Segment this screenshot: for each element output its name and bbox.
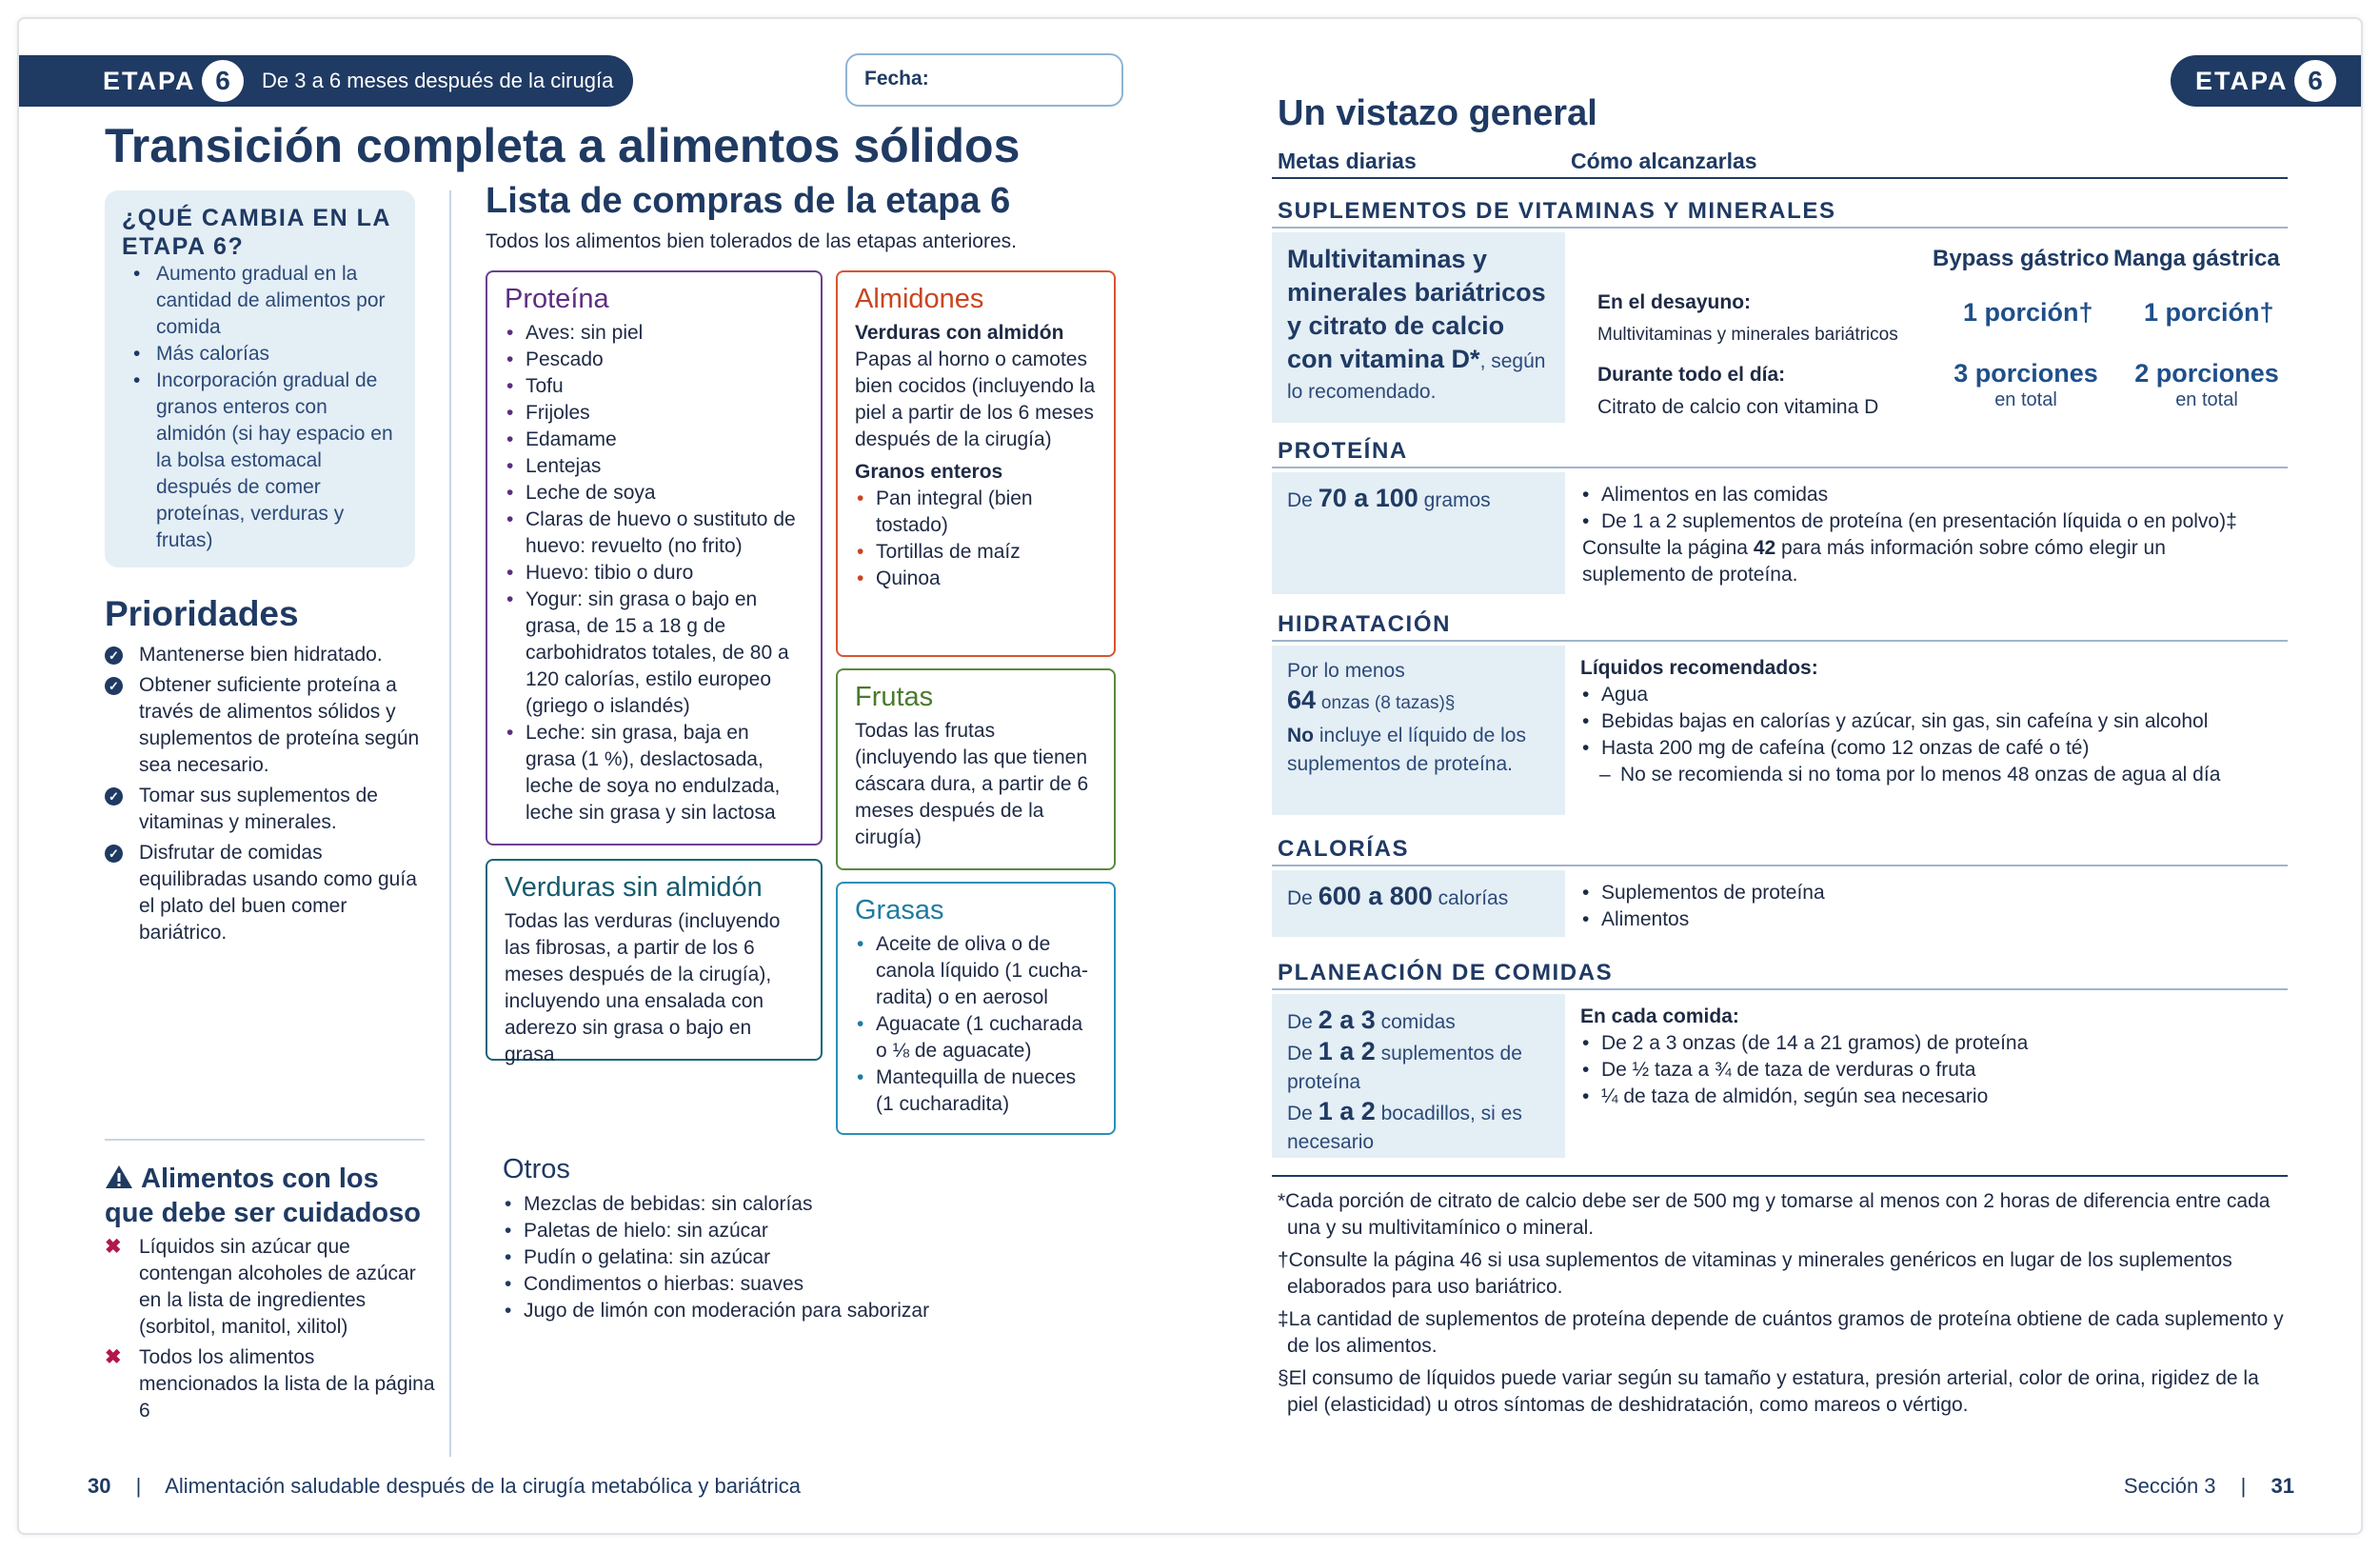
changes-list (122, 261, 398, 554)
date-label: Fecha: (864, 68, 929, 90)
list-item: • Huevo: tibio o duro (505, 560, 803, 587)
list-item: • Tofu (505, 373, 803, 400)
list-item: • Condimentos o hierbas: suaves (503, 1271, 929, 1298)
check-circle-icon: ✓ (105, 787, 123, 806)
divider (1272, 227, 2288, 229)
starchy-veg-subtitle: Verduras con almidón (855, 322, 1064, 344)
list-item: • Frijoles (505, 400, 803, 427)
list-item: • Leche de soya (505, 480, 803, 507)
divider (1272, 177, 2288, 179)
list-item: • Claras de huevo o sustituto de huevo: revuelto (no frito) (505, 507, 803, 560)
changes-box (105, 190, 415, 567)
list-item: ✓ Obtener suficiente proteína a través de alimentos sólidos y suplementos de proteína según sea necesario. (105, 672, 428, 779)
list-item: ✓ Mantenerse bien hidratado. (105, 642, 428, 668)
list-item: • Yogur: sin grasa o bajo en grasa, de 15 a 18 g de carbohidratos totales, de 80 a 120 calorías, estilo europeo (griego o islandés) (505, 587, 803, 720)
list-item: • Agua (1580, 682, 2285, 708)
list-item: • Jugo de limón con moderación para saborizar (503, 1298, 929, 1324)
footnote: *Cada porción de citrato de calcio debe ser de 500 mg y tomarse al menos con 2 horas de diferencia entre cada una y su multivitamínico o mineral. (1278, 1190, 2271, 1239)
list-item: • Incorporación gradual de granos enteros con almidón (si hay espacio en la bolsa estomacal después de comer proteínas, verduras y frutas) (122, 368, 398, 554)
list-item: • Quinoa (855, 566, 1097, 592)
list-item: • Más calorías (122, 341, 398, 368)
list-item: • Tortillas de maíz (855, 539, 1097, 566)
hydration-title: HIDRATACIÓN (1278, 611, 1452, 637)
list-item: • De ½ taza a ¾ de taza de verduras o fruta (1580, 1057, 2285, 1084)
priorities-title: Prioridades (105, 594, 299, 633)
total-label: en total (1994, 389, 2057, 410)
footnote: †Consulte la página 46 si usa suplementos de vitaminas y minerales genéricos en lugar de los suplementos elaborados para uso bariátrico. (1278, 1249, 2232, 1298)
bypass-breakfast: 1 porción† (1963, 298, 2093, 327)
supplements-how (1580, 232, 2285, 423)
meal-planning-title: PLANEACIÓN DE COMIDAS (1278, 960, 1614, 985)
list-item: • Hasta 200 mg de cafeína (como 12 onzas de café o té) (1580, 735, 2285, 762)
list-item: • Mezclas de bebidas: sin calorías (503, 1191, 929, 1218)
protein-how (1580, 482, 2285, 588)
stage-number: 6 (202, 60, 244, 102)
protein-goal: De 70 a 100 gramos (1272, 472, 1565, 594)
fruits-title: Frutas (855, 682, 934, 712)
page-number: 30 (88, 1474, 111, 1498)
list-item: • Aguacate (1 cucharada o ⅛ de aguacate) (855, 1011, 1097, 1065)
list-item: • Edamame (505, 427, 803, 453)
footer-left: 30 | Alimentación saludable después de la cirugía metabólica y bariátrica (88, 1474, 801, 1498)
list-item: • Alimentos (1580, 906, 2285, 933)
list-item: • ¼ de taza de almidón, según sea necesario (1580, 1084, 2285, 1110)
page-title: Transición completa a alimentos sólidos (105, 119, 1021, 172)
stage-band-right (2171, 55, 2361, 107)
footnote: ‡La cantidad de suplementos de proteína depende de cuántos gramos de proteína obtiene de cada suplemento y de los alimentos. (1278, 1308, 2284, 1357)
fruits-text: Todas las frutas (incluyendo las que tienen cáscara dura, a partir de 6 meses después de la cirugía) (855, 720, 1089, 848)
whole-grains-subtitle: Granos enteros (855, 461, 1003, 483)
hydration-header: Líquidos recomendados: (1580, 657, 1818, 679)
meal-planning-how (1580, 1004, 2285, 1110)
meal-planning-header: En cada comida: (1580, 1005, 1739, 1027)
column-header-goals: Metas diarias (1278, 149, 1417, 173)
divider (1272, 467, 2288, 468)
list-item: • Pan integral (bien tostado) (855, 486, 1097, 539)
priorities-section (105, 594, 428, 950)
check-circle-icon: ✓ (105, 677, 123, 695)
vegetables-title: Verduras sin almidón (505, 872, 763, 903)
caution-title: Alimentos con los que debe ser cuidadoso (105, 1164, 421, 1228)
fats-box (836, 882, 1116, 1135)
sleeve-header: Manga gástrica (2113, 246, 2280, 271)
book-spread (17, 17, 2363, 1535)
footer-title: Alimentación saludable después de la cirugía metabólica y bariátrica (165, 1474, 801, 1498)
list-item: • Suplementos de proteína (1580, 880, 2285, 906)
daily-item: Citrato de calcio con vitamina D (1597, 396, 1879, 418)
x-mark-icon: ✖ (105, 1236, 122, 1258)
protein-note: Consulte la página 42 para más información sobre cómo elegir un suplemento de proteína. (1582, 537, 2166, 586)
calories-goal: De 600 a 800 calorías (1272, 870, 1565, 937)
list-item: • Mantequilla de nueces (1 cucharadita) (855, 1065, 1097, 1118)
hydration-how (1580, 655, 2285, 788)
list-item: • Paletas de hielo: sin azúcar (503, 1218, 929, 1244)
starchy-veg-text: Papas al horno o camotes bien cocidos (incluyendo la piel a partir de los 6 meses después de la cirugía) (855, 348, 1096, 450)
vegetables-text: Todas las verduras (incluyendo las fibrosas, a partir de los 6 meses después de la cirugía), incluyendo una ensalada con aderezo sin grasa o bajo en grasa (505, 910, 781, 1065)
others-title: Otros (503, 1154, 570, 1184)
overview-title: Un vistazo general (1278, 93, 1597, 133)
check-circle-icon: ✓ (105, 845, 123, 863)
list-item: • Leche: sin grasa, baja en grasa (1 %), deslactosada, leche de soya no endulzada, leche sin grasa y sin lactosa (505, 720, 803, 826)
fats-title: Grasas (855, 895, 944, 925)
list-item: ✖ Todos los alimentos mencionados la lista de la página 6 (105, 1346, 435, 1422)
calories-how (1580, 880, 2285, 933)
breakfast-label: En el desayuno: (1597, 291, 1752, 313)
daily-label: Durante todo el día: (1597, 364, 1786, 386)
list-item: • Alimentos en las comidas (1580, 482, 2285, 508)
list-item: ✓ Tomar sus suplementos de vitaminas y minerales. (105, 783, 428, 836)
shopping-subtitle: Todos los alimentos bien tolerados de las etapas anteriores. (486, 230, 1017, 252)
calories-title: CALORÍAS (1278, 836, 1410, 862)
check-circle-icon: ✓ (105, 647, 123, 665)
sleeve-breakfast: 1 porción† (2144, 298, 2274, 327)
protein-box (486, 270, 823, 846)
meal-planning-goal: De 2 a 3 comidas De 1 a 2 suplementos de proteína De 1 a 2 bocadillos, si es necesario (1272, 994, 1565, 1158)
list-item: • Aves: sin piel (505, 320, 803, 347)
total-label: en total (2175, 389, 2238, 410)
starches-title: Almidones (855, 284, 984, 314)
page-number: 31 (2271, 1474, 2294, 1498)
starches-box (836, 270, 1116, 657)
caution-section (105, 1162, 438, 1424)
stage-label: ETAPA (2195, 67, 2289, 95)
hydration-goal: Por lo menos 64 onzas (8 tazas)§ No incluye el líquido de los suplementos de proteína. (1272, 646, 1565, 815)
list-item: • De 1 a 2 suplementos de proteína (en presentación líquida o en polvo)‡ (1580, 508, 2285, 535)
shopping-title: Lista de compras de la etapa 6 (486, 181, 1011, 221)
column-divider (449, 190, 451, 1457)
protein-title: Proteína (505, 284, 609, 314)
protein-section-title: PROTEÍNA (1278, 438, 1408, 464)
list-item: • Pudín o gelatina: sin azúcar (503, 1244, 929, 1271)
footnote: §El consumo de líquidos puede variar según su tamaño y estatura, presión arterial, color de orina, rigidez de la piel (elasticidad) u otros síntomas de deshidratación, como mareos o vértigo. (1278, 1367, 2259, 1416)
divider (1272, 1175, 2288, 1177)
divider (1272, 865, 2288, 866)
divider (1272, 988, 2288, 990)
date-field[interactable] (845, 53, 1123, 107)
list-item: • Bebidas bajas en calorías y azúcar, sin gas, sin cafeína y sin alcohol (1580, 708, 2285, 735)
list-item: • De 2 a 3 onzas (de 14 a 21 gramos) de proteína (1580, 1030, 2285, 1057)
stage-number: 6 (2294, 60, 2336, 102)
breakfast-item: Multivitaminas y minerales bariátricos (1597, 325, 1898, 345)
stage-label: ETAPA (103, 67, 196, 95)
list-item: ✓ Disfrutar de comidas equilibradas usando como guía el plato del buen comer bariátrico. (105, 840, 428, 946)
list-item: ✖ Líquidos sin azúcar que contengan alcoholes de azúcar en la lista de ingredientes (sorbitol, manitol, xilitol) (105, 1236, 416, 1338)
stage-band-left (19, 55, 633, 107)
stage-subtitle: De 3 a 6 meses después de la cirugía (262, 69, 614, 92)
footer-right: Sección 3 | 31 (2123, 1474, 2294, 1498)
list-item: • Pescado (505, 347, 803, 373)
list-item: • Lentejas (505, 453, 803, 480)
supplements-title: SUPLEMENTOS DE VITAMINAS Y MINERALES (1278, 198, 1836, 224)
column-header-how: Cómo alcanzarlas (1571, 149, 1757, 173)
fruits-box (836, 668, 1116, 870)
x-mark-icon: ✖ (105, 1346, 122, 1368)
vegetables-box (486, 859, 823, 1065)
sleeve-daily: 2 porciones (2134, 359, 2279, 388)
divider (1272, 640, 2288, 642)
divider (105, 1139, 425, 1141)
warning-icon (105, 1164, 133, 1189)
changes-title: ¿QUÉ CAMBIA EN LA ETAPA 6? (122, 205, 391, 260)
section-label: Sección 3 (2123, 1474, 2216, 1498)
list-item: • Aceite de oliva o de canola líquido (1 cucha-radita) o en aerosol (855, 931, 1097, 1011)
bypass-header: Bypass gástrico (1933, 246, 2110, 271)
supplements-goal: Multivitaminas y minerales bariátricos y citrato de calcio con vitamina D*, según lo recomendado. (1272, 232, 1565, 423)
bypass-daily: 3 porciones (1954, 359, 2098, 388)
list-item: • Aumento gradual en la cantidad de alimentos por comida (122, 261, 398, 341)
list-item: – No se recomienda si no toma por lo menos 48 onzas de agua al día (1580, 762, 2285, 788)
others-section (503, 1154, 929, 1324)
